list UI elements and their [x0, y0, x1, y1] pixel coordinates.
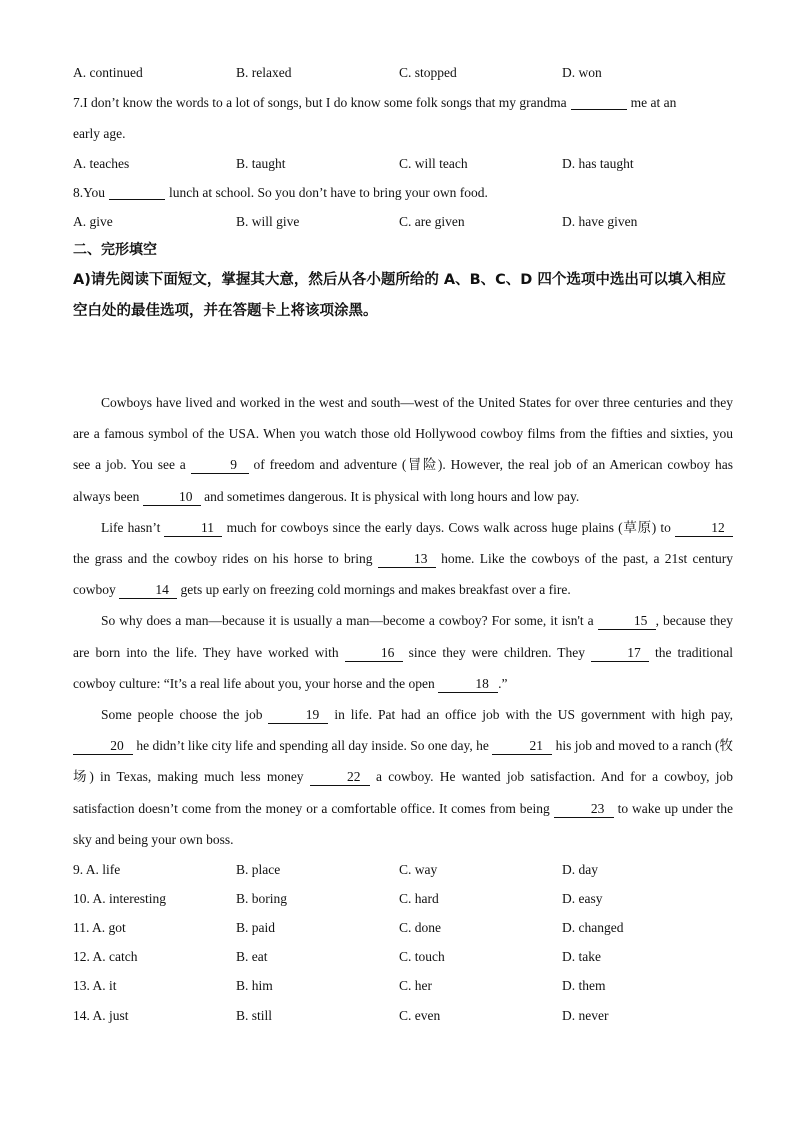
- option-a[interactable]: A. give: [73, 213, 113, 229]
- option-a[interactable]: 11. A. got: [73, 920, 126, 936]
- q8-text: 8.You: [73, 185, 106, 200]
- q10-options: [73, 884, 733, 913]
- blank-22[interactable]: 22: [310, 770, 370, 786]
- q6-options: [73, 58, 733, 87]
- option-c[interactable]: C. way: [399, 861, 438, 877]
- option-b[interactable]: B. taught: [236, 155, 286, 171]
- q7-blank: [571, 94, 627, 110]
- option-d[interactable]: D. take: [562, 949, 601, 965]
- paragraph-3: So why does a man—because it is usually a man—become a cowboy? For some, it isn't a 15 , because they are born into the life. They have worked with 16 since they were children. They 17 the traditional cowboy culture: “It’s a real life about you, your horse and the open 18 .”: [73, 613, 734, 691]
- option-c[interactable]: C. even: [399, 1007, 441, 1023]
- q8-stem: [73, 178, 733, 207]
- option-d[interactable]: D. have given: [562, 213, 638, 229]
- q7-text-after: me at an: [630, 95, 677, 110]
- option-b[interactable]: B. relaxed: [236, 64, 292, 80]
- option-c[interactable]: C. done: [399, 920, 441, 936]
- exam-page: [73, 58, 733, 1030]
- option-d[interactable]: D. day: [562, 861, 598, 877]
- option-a[interactable]: A. teaches: [73, 155, 130, 171]
- answer-options: [73, 855, 733, 1030]
- q11-options: [73, 913, 733, 942]
- q7-options: [73, 149, 733, 178]
- q14-options: [73, 1001, 733, 1030]
- option-b[interactable]: B. eat: [236, 949, 268, 965]
- blank-15[interactable]: 15: [598, 614, 656, 630]
- option-c[interactable]: C. her: [399, 978, 432, 994]
- blank-20[interactable]: 20: [73, 739, 133, 755]
- blank-14[interactable]: 14: [119, 583, 177, 599]
- cloze-passage: [73, 387, 733, 855]
- option-d[interactable]: D. has taught: [562, 155, 634, 171]
- blank-19[interactable]: 19: [268, 708, 328, 724]
- q8-text-after: lunch at school. So you don’t have to bring your own food.: [169, 185, 488, 200]
- option-a[interactable]: 9. A. life: [73, 861, 121, 877]
- blank-23[interactable]: 23: [554, 802, 614, 818]
- option-d[interactable]: D. won: [562, 64, 602, 80]
- q13-options: [73, 972, 733, 1001]
- option-c[interactable]: C. stopped: [399, 64, 457, 80]
- option-b[interactable]: B. will give: [236, 213, 300, 229]
- paragraph-4: Some people choose the job 19 in life. Pat had an office job with the US government with high pay, 20 he didn’t like city life and spending all day inside. So one day, he 21 his job and moved to a ranch (牧场) in Texas, making much less money 22 a cowboy. He wanted job satisfaction. And for a cowboy, job satisfaction doesn’t come from the money or a comfortable office. It comes from being 23 to wake up under the sky and being your own boss.: [73, 707, 734, 847]
- blank-18[interactable]: 18: [438, 677, 498, 693]
- option-a[interactable]: A. continued: [73, 64, 143, 80]
- paragraph-2: Life hasn’t 11 much for cowboys since the early days. Cows walk across huge plains (草原) to 12 the grass and the cowboy rides on his horse to bring 13 home. Like the cowboys of the past, a 21st century cowboy 14 gets up early on freezing cold mornings and makes breakfast over a fire.: [73, 519, 734, 598]
- blank-21[interactable]: 21: [492, 739, 552, 755]
- blank-12[interactable]: 12: [675, 521, 733, 537]
- q12-options: [73, 943, 733, 972]
- option-b[interactable]: B. him: [236, 978, 273, 994]
- q7-stem: [73, 87, 733, 118]
- option-d[interactable]: D. them: [562, 978, 606, 994]
- section-title: 二、完形填空: [73, 242, 157, 258]
- blank-9[interactable]: 9: [191, 458, 249, 474]
- option-b[interactable]: B. still: [236, 1007, 273, 1023]
- section-instruction: A)请先阅读下面短文，掌握其大意，然后从各小题所给的 A、B、C、D 四个选项中选出可以填入相应空白处的最佳选项，并在答题卡上将该项涂黑。: [73, 272, 726, 319]
- option-d[interactable]: D. changed: [562, 920, 624, 936]
- blank-16[interactable]: 16: [345, 646, 403, 662]
- option-b[interactable]: B. place: [236, 861, 281, 877]
- blank-13[interactable]: 13: [378, 552, 436, 568]
- option-c[interactable]: C. hard: [399, 890, 439, 906]
- option-a[interactable]: 10. A. interesting: [73, 890, 166, 906]
- option-d[interactable]: D. easy: [562, 890, 603, 906]
- blank-11[interactable]: 11: [164, 521, 222, 537]
- q9-options: [73, 855, 733, 884]
- q7-stem-cont: early age.: [73, 126, 126, 141]
- blank-10[interactable]: 10: [143, 490, 201, 506]
- paragraph-1: Cowboys have lived and worked in the west and south—west of the United States for over three centuries and they are a famous symbol of the USA. When you watch those old Hollywood cowboy films from the fifties and sixties, you see a job. You see a 9 of freedom and adventure (冒险). However, the real job of an American cowboy has always been 10 and sometimes dangerous. It is physical with long hours and low pay.: [73, 395, 734, 504]
- option-a[interactable]: 13. A. it: [73, 978, 117, 994]
- blank-17[interactable]: 17: [591, 646, 649, 662]
- option-b[interactable]: B. paid: [236, 920, 275, 936]
- q8-blank: [109, 184, 165, 200]
- q8-options: [73, 207, 733, 236]
- option-c[interactable]: C. touch: [399, 949, 445, 965]
- option-d[interactable]: D. never: [562, 1007, 609, 1023]
- option-a[interactable]: 12. A. catch: [73, 949, 138, 965]
- option-c[interactable]: C. are given: [399, 213, 465, 229]
- option-a[interactable]: 14. A. just: [73, 1007, 129, 1023]
- option-b[interactable]: B. boring: [236, 890, 288, 906]
- q7-text: 7.I don’t know the words to a lot of songs, but I do know some folk songs that my grandma: [73, 95, 567, 110]
- option-c[interactable]: C. will teach: [399, 155, 468, 171]
